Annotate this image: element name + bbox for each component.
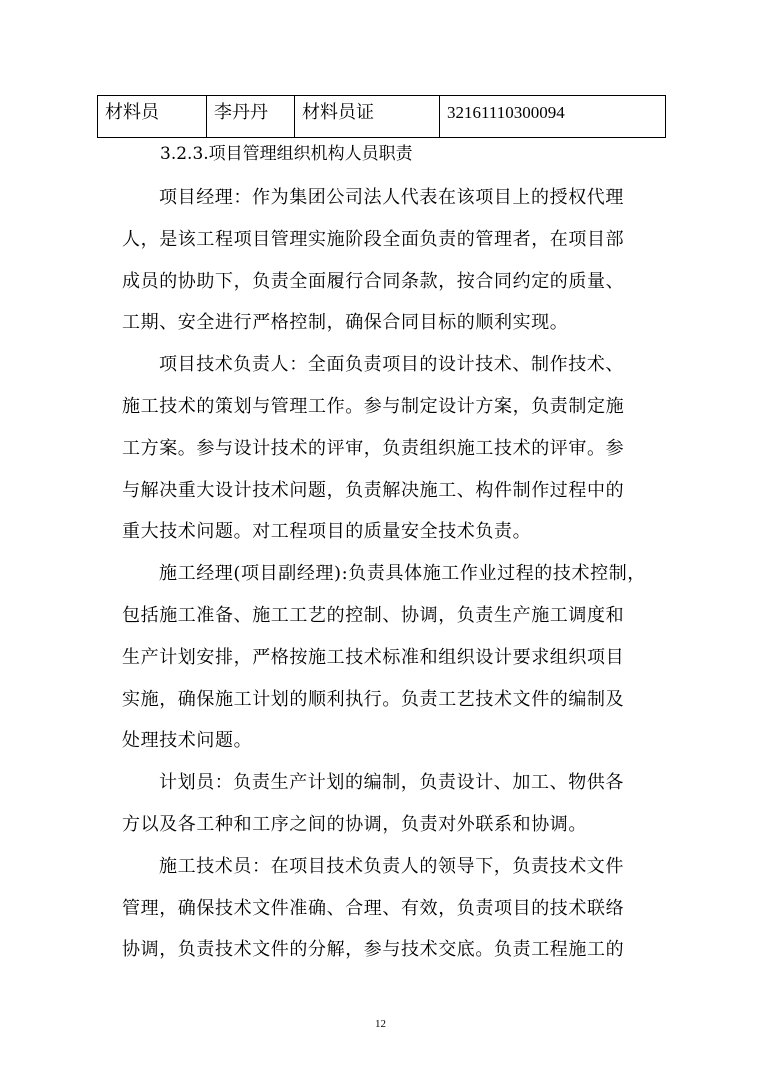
section-heading: 3.2.3.项目管理组织机构人员职责 — [160, 144, 413, 164]
text-line: 生产计划安排，严格按施工技术标准和组织设计要求组织项目 — [122, 646, 625, 668]
text-line: 人，是该工程项目管理实施阶段全面负责的管理者，在项目部 — [122, 228, 625, 250]
cell-certificate: 材料员证 — [295, 96, 440, 138]
paragraph-construction-manager — [122, 553, 646, 762]
cell-role: 材料员 — [98, 96, 207, 138]
paragraph-project-manager — [122, 177, 642, 344]
paragraph-planner — [122, 762, 642, 846]
text-line: 施工技术员：在项目技术负责人的领导下，负责技术文件 — [159, 855, 624, 877]
staff-table — [97, 95, 666, 138]
text-line: 项目经理：作为集团公司法人代表在该项目上的授权代理 — [159, 187, 624, 208]
text-line: 管理，确保技术文件准确、合理、有效，负责项目的技术联络 — [122, 897, 625, 919]
text-line: 与解决重大设计技术问题，负责解决施工、构件制作过程中的 — [122, 479, 625, 501]
paragraph-technical-lead — [122, 344, 642, 553]
paragraph-technician — [122, 846, 642, 971]
text-line: 重大技术问题。对工程项目的质量安全技术负责。 — [122, 521, 532, 543]
text-line: 施工技术的策划与管理工作。参与制定设计方案，负责制定施 — [122, 395, 625, 417]
cell-certificate-number: 32161110300094 — [440, 96, 666, 138]
cell-name: 李丹丹 — [207, 96, 295, 138]
page-number: 12 — [375, 1018, 386, 1030]
text-line: 项目技术负责人：全面负责项目的设计技术、制作技术、 — [159, 354, 624, 376]
text-line: 工方案。参与设计技术的评审，负责组织施工技术的评审。参 — [122, 437, 625, 459]
text-line: 成员的协助下，负责全面履行合同条款，按合同约定的质量、 — [122, 270, 625, 292]
text-line: 方以及各工种和工序之间的协调，负责对外联系和协调。 — [122, 813, 587, 835]
text-line: 协调，负责技术文件的分解，参与技术交底。负责工程施工的 — [122, 939, 625, 961]
text-line: 处理技术问题。 — [122, 730, 253, 752]
table-row — [98, 96, 666, 138]
body-text — [122, 177, 646, 971]
text-line: 包括施工准备、施工工艺的控制、协调，负责生产施工调度和 — [122, 604, 625, 626]
text-line: 计划员：负责生产计划的编制，负责设计、加工、物供各 — [159, 772, 624, 794]
text-line: 实施，确保施工计划的顺利执行。负责工艺技术文件的编制及 — [122, 688, 625, 710]
text-line: 施工经理(项目副经理):负责具体施工作业过程的技术控制， — [159, 563, 646, 585]
text-line: 工期、安全进行严格控制，确保合同目标的顺利实现。 — [122, 312, 569, 334]
